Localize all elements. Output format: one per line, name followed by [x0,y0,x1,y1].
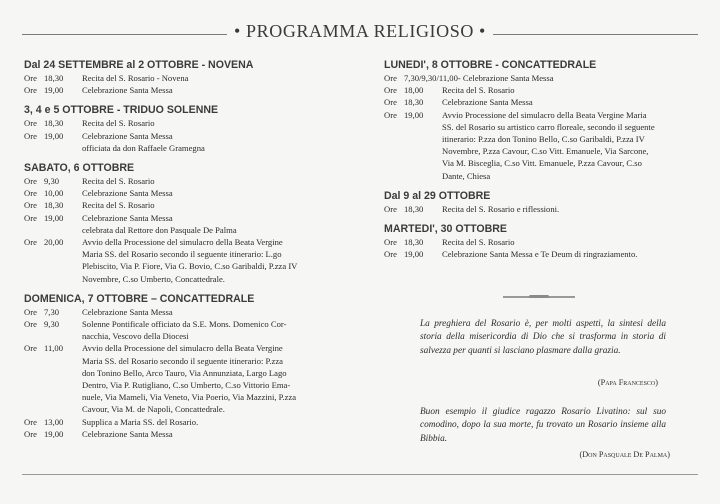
entry-label: Ore [24,428,37,439]
entry-description: Celebrazione Santa Messa [82,212,173,223]
entry-label: Ore [24,319,37,330]
entry-description: Celebrazione Santa Messa e Te Deum di ringraziamento. [442,249,638,260]
schedule-entry [384,236,704,248]
entry-description: Celebrazione Santa Messa [82,306,173,317]
entry-continuation: SS. del Rosario su artistico carro floreale, secondo il seguente [442,121,655,132]
entry-time: 19,00 [44,130,64,141]
divider-ornament [529,295,549,298]
entry-continuation: officiata da don Raffaele Gramegna [82,142,205,153]
schedule-entry [384,96,704,108]
schedule-section [24,58,354,96]
schedule-entry [24,130,354,142]
entry-description: Avvio della Processione del simulacro della Beata Vergine [82,237,283,248]
entry-label: Ore [24,237,37,248]
schedule-entry [24,175,354,187]
entry-time: 19,00 [44,85,64,96]
entry-label: Ore [384,73,397,83]
entry-description: Recita del S. Rosario e riflessioni. [442,203,560,214]
entry-continuation: Cavour, Via M. de Napoli, Concattedrale. [82,404,225,415]
quote-pope-author: (Papa Francesco) [597,378,658,387]
entry-description: Recita del S. Rosario [82,200,155,211]
entry-time: 7,30/9,30/11,00 [404,73,458,83]
entry-description: Celebrazione Santa Messa [82,188,173,199]
entry-label: Ore [24,118,37,129]
entry-time: 18,30 [44,118,64,129]
entry-continuation: Via M. Bisceglia, C.so Vitt. Emanuele, P.zza Cavour, C.so [442,158,642,169]
entry-continuation: nuele, Via Mameli, Via Veneto, Via Poerio, Via Mazzini, P.zza [82,392,297,403]
entry-description: - Celebrazione Santa Messa [457,73,554,83]
entry-label: Ore [24,188,37,199]
entry-label: Ore [384,249,397,260]
schedule-entry [24,212,354,224]
schedule-entry [384,203,704,215]
entry-time: 20,00 [44,237,64,248]
quote-rector-author: (Don Pasquale De Palma) [579,450,670,459]
quote-pope: La preghiera del Rosario è, per molti aspetti, la sintesi della storia della misericordia di Dio che si trasforma in storia di salvezza per quanti si lasciano plasmare dalla grazia. [420,319,666,356]
entry-time: 19,00 [404,249,424,260]
right-column [384,58,704,267]
entry-label: Ore [24,343,37,354]
schedule-entry [24,72,354,84]
schedule-entry [24,187,354,199]
entry-continuation: Novembre, P.zza Cavour, C.so Vitt. Emanuele, Via Sarcone, [442,146,649,157]
schedule-section [24,161,354,285]
schedule-entry [24,236,354,248]
schedule-entry [384,84,704,96]
bottom-rule [22,474,698,475]
schedule-entry [24,306,354,318]
entry-continuation: Dentro, Via P. Rutigliano, C.so Umberto, C.so Vittorio Ema- [82,380,291,391]
schedule-entry [24,428,354,440]
section-heading: MARTEDI', 30 OTTOBRE [384,223,507,236]
entry-description: Recita del S. Rosario [82,118,155,129]
entry-time: 9,30 [44,176,60,187]
schedule-entry [24,117,354,129]
entry-label: Ore [24,200,37,211]
entry-description: Celebrazione Santa Messa [82,85,173,96]
entry-time: 18,30 [404,97,424,108]
entry-label: Ore [24,416,37,427]
section-heading: SABATO, 6 OTTOBRE [24,162,135,175]
entry-label: Ore [24,130,37,141]
section-heading: DOMENICA, 7 OTTOBRE – CONCATTEDRALE [24,292,255,305]
schedule-entry [24,84,354,96]
entry-label: Ore [384,85,397,96]
entry-time: 19,00 [44,212,64,223]
page-title: • PROGRAMMA RELIGIOSO • [234,21,486,41]
entry-description: Celebrazione Santa Messa [82,428,173,439]
schedule-entry [384,248,704,260]
title-bar [0,18,720,52]
schedule-section [24,103,354,154]
entry-time: 11,00 [44,343,64,354]
entry-time: 18,30 [44,200,64,211]
entry-label: Ore [24,212,37,223]
entry-label: Ore [24,85,37,96]
entry-description: Celebrazione Santa Messa [82,130,173,141]
schedule-entry [384,72,704,84]
entry-description: Recita del S. Rosario [442,237,515,248]
entry-continuation: Novembre, C.so Umberto, Concattedrale. [82,273,225,284]
schedule-entry [24,318,354,330]
entry-continuation: celebrata dal Rettore don Pasquale De Palma [82,224,237,235]
entry-time: 18,30 [404,237,424,248]
schedule-section [384,222,704,260]
entry-label: Ore [384,203,397,214]
entry-continuation: Dante, Chiesa [442,170,491,181]
entry-continuation: Plebiscito, Via P. Fiore, Via G. Bovio, C.so Garibaldi, P.zza IV [82,261,298,272]
entry-time: 13,00 [44,416,64,427]
entry-time: 10,00 [44,188,64,199]
entry-time: 7,30 [44,306,60,317]
section-heading: 3, 4 e 5 OTTOBRE - TRIDUO SOLENNE [24,104,219,117]
entry-label: Ore [384,97,397,108]
schedule-section [384,58,704,182]
left-column [24,58,354,447]
entry-description: Solenne Pontificale officiato da S.E. Mons. Domenico Cor- [82,319,287,330]
entry-time: 18,00 [404,85,424,96]
schedule-section [24,292,354,440]
entry-label: Ore [24,306,37,317]
schedule-entry [24,342,354,354]
entry-continuation: nacchia, Vescovo della Diocesi [82,331,189,342]
ornament-divider [503,295,575,299]
schedule-section [384,189,704,215]
entry-description: Recita del S. Rosario - Novena [82,73,189,83]
entry-description: Avvio Processione del simulacro della Beata Vergine Maria [442,109,647,120]
entry-time: 19,00 [404,109,424,120]
section-heading: Dal 9 al 29 OTTOBRE [384,189,491,202]
entry-continuation: Maria SS. del Rosario secondo il seguente itinerario: L.go [82,249,282,260]
title-rule-left [22,34,227,35]
entry-label: Ore [24,73,37,83]
entry-description: Recita del S. Rosario [82,176,155,187]
section-heading: Dal 24 SETTEMBRE al 2 OTTOBRE - NOVENA [24,59,254,71]
entry-time: 18,30 [404,203,424,214]
quote-rector: Buon esempio il giudice ragazzo Rosario Livatino: sul suo comodino, dopo la sua morte, fu trovato un Rosario insieme alla Bibbia. [420,407,666,444]
schedule-entry [384,109,704,121]
entry-label: Ore [384,237,397,248]
entry-continuation: itinerario: P.zza don Tonino Bello, C.so Garibaldi, P.zza IV [442,134,645,145]
entry-description: Supplica a Maria SS. del Rosario. [82,416,199,427]
entry-time: 9,30 [44,319,60,330]
schedule-entry [24,199,354,211]
schedule-entry [24,416,354,428]
section-heading: LUNEDI', 8 OTTOBRE - CONCATTEDRALE [384,59,597,71]
title-rule-right [493,34,698,35]
entry-label: Ore [384,109,397,120]
entry-description: Avvio della Processione del simulacro della Beata Vergine [82,343,283,354]
entry-description: Celebrazione Santa Messa [442,97,533,108]
entry-time: 19,00 [44,428,64,439]
entry-label: Ore [24,176,37,187]
entry-continuation: don Tonino Bello, Arco Tauro, Via Annunziata, Largo Lago [82,367,287,378]
entry-continuation: Maria SS. del Rosario secondo il seguente itinerario: P.zza [82,355,283,366]
entry-description: Recita del S. Rosario [442,85,515,96]
entry-time: 18,30 [44,73,64,83]
